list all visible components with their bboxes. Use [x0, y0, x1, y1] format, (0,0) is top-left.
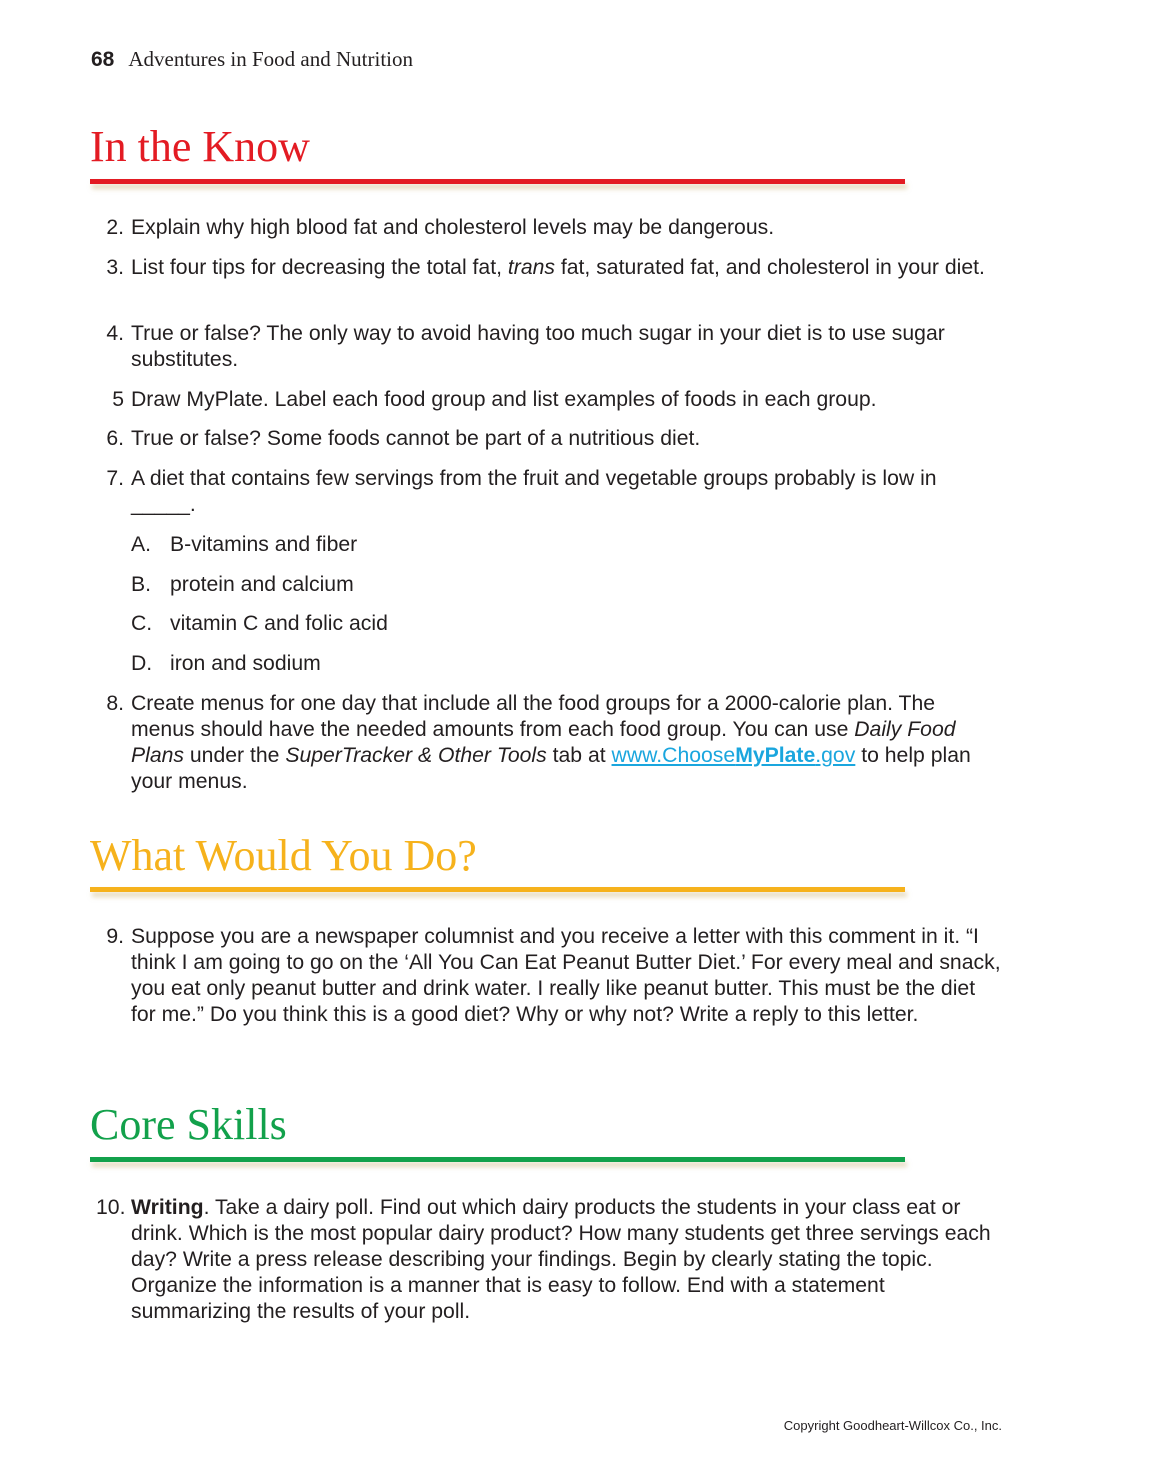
section-title-in-the-know: In the Know: [90, 122, 310, 171]
question-5: [96, 387, 1016, 413]
question-number: 2.: [106, 216, 124, 239]
question-number: 8.: [106, 692, 124, 715]
page-number: 68: [91, 48, 115, 71]
question-8: [96, 691, 996, 795]
question-text: List four tips for decreasing the total fat, trans fat, saturated fat, and cholesterol in your diet.: [131, 256, 985, 279]
question-number: 9.: [106, 925, 124, 948]
option-letter: A.: [131, 533, 152, 556]
answer-option-d: [131, 651, 321, 677]
section-rule-red: [90, 179, 905, 184]
question-number: 3.: [106, 256, 124, 279]
option-text: vitamin C and folic acid: [170, 612, 388, 635]
question-text: True or false? The only way to avoid having too much sugar in your diet is to use sugar substitutes.: [131, 322, 945, 371]
option-letter: D.: [131, 652, 153, 675]
question-3: [96, 255, 996, 281]
section-rule-yellow: [90, 887, 905, 892]
section-title-what-would-you-do: What Would You Do?: [90, 831, 477, 880]
option-text: B-vitamins and fiber: [170, 533, 358, 556]
question-number: 6.: [106, 427, 124, 450]
option-text: iron and sodium: [170, 652, 321, 675]
question-4: [96, 321, 1001, 373]
question-number: 7.: [106, 467, 124, 490]
section-title-core-skills: Core Skills: [90, 1100, 287, 1149]
question-text: Writing. Take a dairy poll. Find out which dairy products the students in your class eat or drink. Which is the most popular dairy product? How many students get three servings each day? Write a press release describing your findings. Begin by clearly stating the topic. Organize the information is a manner that is easy to follow. End with a statement summarizing the results of your poll.: [131, 1196, 991, 1323]
answer-option-c: [131, 611, 388, 637]
page-header: [91, 47, 413, 72]
section-rule-green: [90, 1157, 905, 1162]
myplate-link[interactable]: www.ChooseMyPlate.gov: [611, 744, 856, 767]
question-number: 5: [112, 388, 124, 411]
copyright-notice: Copyright Goodheart-Willcox Co., Inc.: [783, 1418, 1002, 1433]
question-number: 4.: [106, 322, 124, 345]
answer-option-b: [131, 572, 354, 598]
question-text: Draw MyPlate. Label each food group and list examples of foods in each group.: [131, 388, 877, 411]
question-text: Create menus for one day that include all the food groups for a 2000-calorie plan. The menus should have the needed amounts from each food group. You can use Daily Food Plans under the SuperTracker & Other Tools tab at www.ChooseMyPlate.gov to help plan your menus.: [131, 692, 971, 793]
question-10: [96, 1195, 1006, 1325]
option-letter: C.: [131, 612, 153, 635]
book-title: Adventures in Food and Nutrition: [128, 47, 413, 71]
question-9: [96, 924, 1001, 1028]
question-text: True or false? Some foods cannot be part of a nutritious diet.: [131, 427, 701, 450]
question-number: 10.: [96, 1196, 126, 1219]
question-text: A diet that contains few servings from the fruit and vegetable groups probably is low in _____.: [131, 467, 937, 516]
question-text: Explain why high blood fat and cholesterol levels may be dangerous.: [131, 216, 775, 239]
question-text: Suppose you are a newspaper columnist and you receive a letter with this comment in it. “I think I am going to go on the ‘All You Can Eat Peanut Butter Diet.’ For every meal and snack, you eat only peanut butter and drink water. I really like peanut butter. This must be the diet for me.” Do you think this is a good diet? Why or why not? Write a reply to this letter.: [131, 925, 1001, 1026]
question-6: [96, 426, 1016, 452]
answer-option-a: [131, 532, 357, 558]
option-letter: B.: [131, 573, 152, 596]
question-7: [96, 466, 976, 518]
question-2: [96, 215, 1016, 241]
option-text: protein and calcium: [170, 573, 354, 596]
